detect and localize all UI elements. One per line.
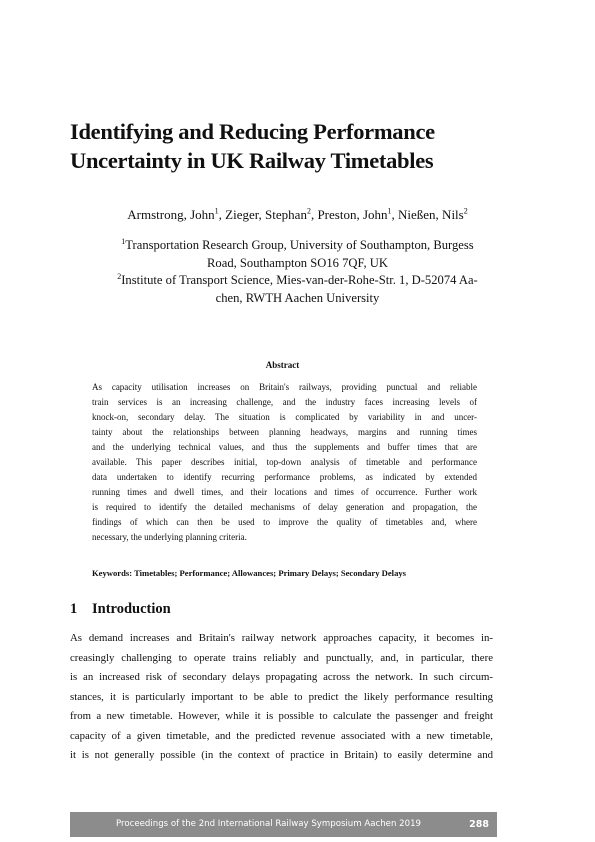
affiliation-line: chen, RWTH Aachen University <box>215 290 380 305</box>
body-line: stances, it is particularly important to be able to predict the likely performance resulting <box>70 690 493 703</box>
affiliation-mark: 1 <box>121 236 126 246</box>
abstract-line: As capacity utilisation increases on Britain's railways, providing punctual and reliable <box>92 382 477 392</box>
author-list: Armstrong, John$^1$, Zieger, Stephan$^2$, Preston, John$^1$, Nießen, Nils$^2$ <box>127 206 468 222</box>
intro-paragraph <box>70 629 493 766</box>
body-line: is an increased risk of secondary delays propagating across the network. In such circum- <box>70 671 493 684</box>
author-affiliation-mark: 2 <box>306 206 311 216</box>
affiliation-line <box>70 272 525 290</box>
affiliation-line: Road, Southampton SO16 7QF, UK <box>207 255 388 270</box>
abstract-line: knock-on, secondary delay. The situation is complicated by variability in and uncer- <box>92 412 477 423</box>
paper-title <box>70 117 530 175</box>
abstract-heading: Abstract <box>265 360 300 370</box>
body-line: As demand increases and Britain's railway network approaches capacity, it becomes in- <box>70 632 493 644</box>
affiliation-line <box>70 237 525 255</box>
section-number: 1 <box>70 601 78 617</box>
abstract-line: necessary, the underlying planning criteria. <box>92 532 247 543</box>
body-line: from a new timetable. However, while it is possible to calculate the passenger and freight <box>70 710 493 723</box>
abstract-line: findings of which can then be used to improve the quality of timetables and, where <box>92 517 477 528</box>
keywords: Keywords: Timetables; Performance; Allowances; Primary Delays; Secondary Delays <box>92 568 407 578</box>
abstract-body <box>92 380 477 546</box>
body-line: it is not generally possible (in the context of practice in Britain) to easily determine and <box>70 749 493 762</box>
title-line: Identifying and Reducing Performance <box>70 119 435 144</box>
abstract-line: available. This paper describes initial, top-down analysis of timetable and performance <box>92 457 477 468</box>
author-affiliation-mark: 1 <box>214 206 219 216</box>
section-heading <box>70 600 171 618</box>
page-number: 288 <box>469 819 489 830</box>
title-line: Uncertainty in UK Railway Timetables <box>70 148 434 173</box>
affiliation-mark: 2 <box>117 271 122 281</box>
abstract-line: is required to identify the detailed mechanisms of delay generation and propagation, the <box>92 502 477 513</box>
abstract-line: and the underlying technical values, and thus the supplements and buffer times that are <box>92 442 477 453</box>
author-affiliation-mark: 2 <box>463 206 468 216</box>
body-line: capacity of a given timetable, and the predicted revenue associated with a new timetable, <box>70 729 493 742</box>
section-title: Introduction <box>92 601 171 617</box>
author-name: Preston, John <box>317 207 388 222</box>
abstract-line: data undertaken to identify recurring performance problems, as indicated by extended <box>92 472 477 483</box>
footer-text: Proceedings of the 2nd International Railway Symposium Aachen 2019 <box>115 819 422 829</box>
author-name: Zieger, Stephan <box>225 207 307 222</box>
author-name: Nießen, Nils <box>398 207 464 222</box>
abstract-line: tainty about the relationships between planning headways, margins and running times <box>92 427 477 438</box>
abstract-line: train services is an increasing challenge, and the industry faces increasing levels of <box>92 397 477 408</box>
author-affiliation-mark: 1 <box>387 206 392 216</box>
affiliation-text: Transportation Research Group, University of Southampton, Burgess <box>125 238 474 252</box>
abstract-line: running times and dwell times, and their locations and times of occurrence. Further work <box>92 487 477 498</box>
affiliation-text: Institute of Transport Science, Mies-van-der-Rohe-Str. 1, D-52074 Aa- <box>121 273 478 287</box>
body-line: creasingly challenging to operate trains reliably and punctually, and, in particular, there <box>70 651 493 664</box>
affiliations <box>70 237 525 307</box>
author-name: Armstrong, John <box>127 207 215 222</box>
page-footer <box>70 812 497 837</box>
